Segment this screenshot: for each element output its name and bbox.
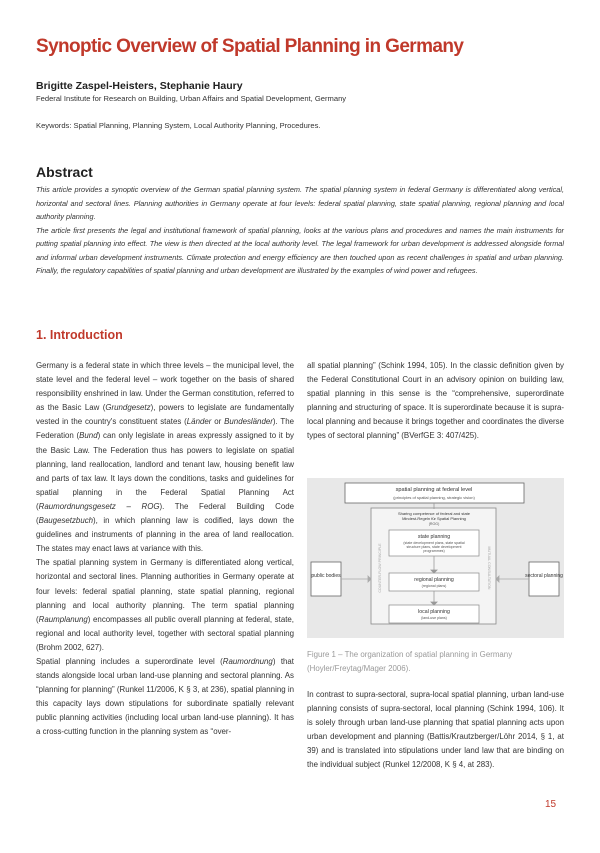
paragraph: In contrast to supra-sectoral, supra-local spatial planning, urban land-use planning consists of supra-sectoral, local planning (Schink 1994, 106). It is solely through urban land-use planning that spatial planning acts upon urban development and planning (Battis/Krautzberger/Löhr 2014, § 1, at 39) and is translated into stipulations under land law that are binding on the individual subject (Runkel 12/2008, K § 4, at 283). — [307, 690, 564, 770]
shared-sub2: (ROG) — [428, 522, 440, 526]
figure-diagram — [307, 478, 564, 638]
regional-sub: (regional plans) — [421, 584, 447, 588]
state-title: state planning — [417, 534, 451, 540]
authors: Brigitte Zaspel-Heisters, Stephanie Haury — [36, 80, 243, 92]
sectoral-planning-box — [529, 562, 559, 596]
state-sub: structure plans, state development — [406, 545, 462, 549]
keywords: Keywords: Spatial Planning, Planning System, Local Authority Planning, Procedures. — [36, 121, 321, 130]
affiliation: Federal Institute for Research on Building, Urban Affairs and Spatial Development, Germany — [36, 94, 347, 103]
right-column-bottom — [307, 688, 564, 773]
left-column — [36, 359, 294, 740]
paragraph: The spatial planning system in Germany is differentiated along vertical, horizontal and sectoral lines. Planning authorities in Germany operate at four levels: federal spatial planning, state spatial planning, regional planning and local authority planning. The term spatial planning (Raumplanung) encompasses all public overall planning at federal, state, regional and local authority level, together with sectoral spatial planning (Brohm 2002, 627). — [36, 558, 294, 652]
local-sub: (land-use plans) — [421, 616, 447, 620]
shared-title: Sharing competence of federal and state — [397, 511, 471, 516]
abstract-heading: Abstract — [36, 164, 93, 180]
federal-sub: (principles of spatial planning, strategic vision) — [393, 495, 475, 500]
public-bodies-box — [311, 562, 341, 596]
paragraph: Germany is a federal state in which three levels – the municipal level, the state level and the federal level – work together on the basis of shared responsibility enshrined in law. Under the German constitution, referred to as the Basic Law (Grundgesetz), powers to legislate are fundamentally vested in the country's constituent states (Länder or Bundesländer). The Federation (Bund) can only legislate in areas expressly assigned to it by the Basic Law. The Federation thus has powers to legislate on spatial planning, land reallocation, landlord and tenant law, housing benefit law and parts of tax law. It lays down the conditions, tasks and guidelines for spatial planning in the Federal Spatial Planning Act (Raumordnungsgesetz – ROG). The Federal Building Code (Baugesetzbuch), in which planning law is codified, lays down the guidelines and instruments of planning in the area of land reallocation. The states may enact laws at variance with this. — [36, 361, 295, 554]
paragraph: all spatial planning” (Schink 1994, 105). In the classic definition given by the Federal Constitutional Court in an advisory opinion on building law, spatial planning in this sense is the “comprehensive, superordinate planning and structuring of space. It is superordinate because it is supra-local planning and because it brings together and coordinates the diverse types of sectoral planning” (BVerfGE 3: 407/425). — [307, 361, 564, 441]
state-sub: programmes) — [423, 549, 445, 553]
state-sub: (state development plans, state spatial — [403, 541, 465, 545]
abstract-paragraph: This article provides a synoptic overview of the German spatial planning system. The spatial planning system in federal Germany is differentiated along vertical, horizontal and sectoral lines. Planning authorities in Germany operate at four levels: federal spatial planning, state spatial planning, regional planning and local authority planning. — [36, 185, 564, 221]
shared-sub: Mindest-Regeln für Spatial Planning — [402, 516, 466, 521]
public-bodies-label: public bodies — [311, 573, 341, 579]
section-heading-introduction: 1. Introduction — [36, 328, 123, 342]
paragraph: Spatial planning includes a superordinate level (Raumordnung) that stands alongside local urban land-use planning and sectoral planning. As “planning for planning” (Runkel 11/2006, K § 3, at 236), spatial planning in this capacity lays down stipulations for subordinate spatially relevant public planning activities (including local urban land-use planning). It has a cross-cutting function in the planning system as “over- — [36, 656, 294, 737]
local-title: local planning — [418, 609, 450, 615]
sectoral-planning-label: sectoral planning — [525, 573, 563, 579]
federal-title: spatial planning at federal level — [395, 487, 473, 493]
planning-organization-figure — [307, 478, 564, 638]
page-number: 15 — [545, 799, 557, 810]
regional-title: regional planning — [414, 577, 454, 583]
figure-caption: Figure 1 – The organization of spatial planning in Germany (Hoyler/Freytag/Mager 2006). — [307, 650, 513, 673]
abstract-paragraph: The article first presents the legal and institutional framework of spatial planning, looks at the various plans and procedures and names the main instruments for putting spatial planning into effect. The view is then directed at the local authority level. The legal framework for urban development is addressed alongside formal and informal urban development instruments. Climate protection and energy efficiency are then touched upon as recent challenges in spatial and urban planning. Finally, the regulatory capabilities of spatial planning and urban development are illustrated by the examples of wind power and refugees. — [36, 225, 564, 275]
right-column-top — [307, 359, 564, 444]
vertical-left-label: COUNTER-FLOW PRINCIPLE — [378, 543, 382, 593]
vertical-right-label: MUTUAL CONSULTATION — [487, 546, 491, 590]
abstract-body — [36, 183, 564, 278]
article-title: Synoptic Overview of Spatial Planning in Germany — [36, 36, 464, 57]
